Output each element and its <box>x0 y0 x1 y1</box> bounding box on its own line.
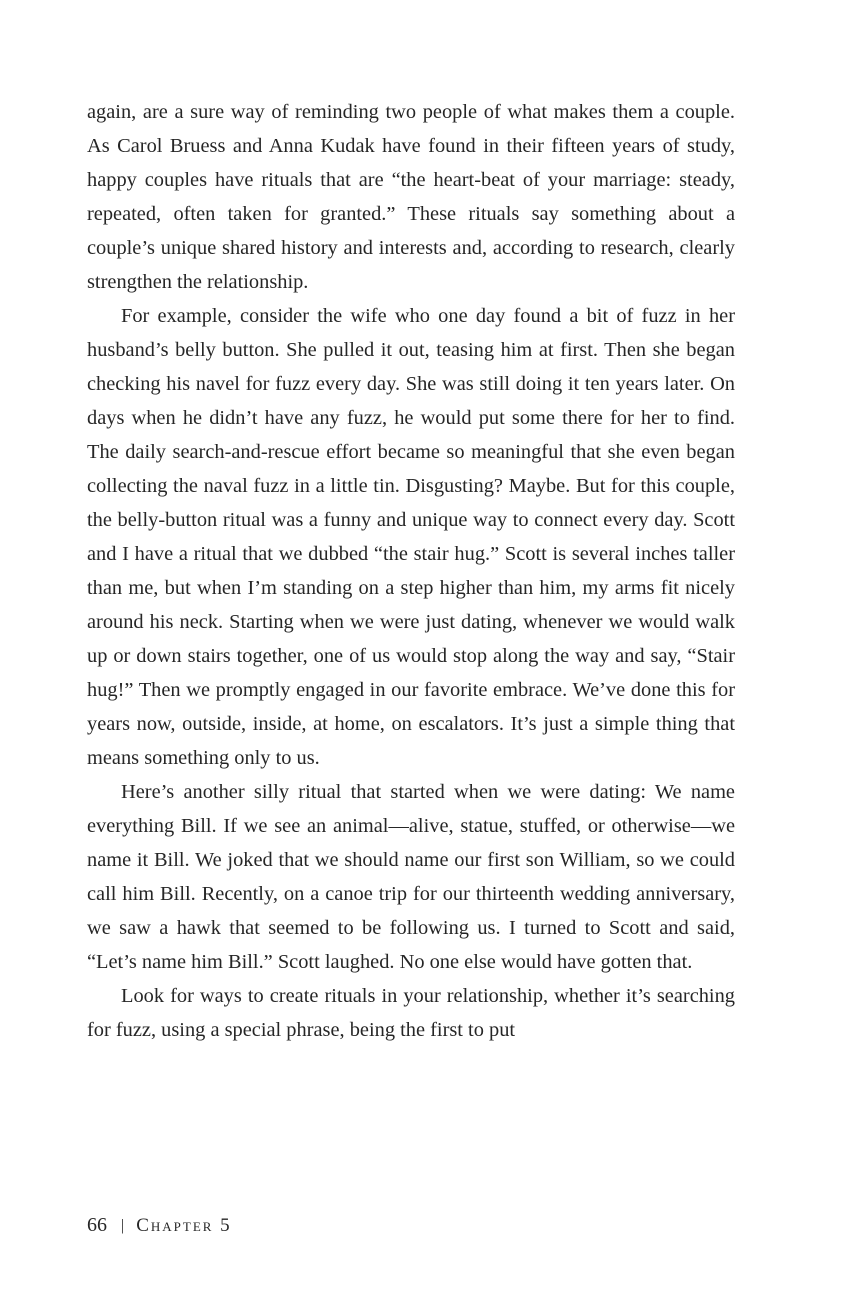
paragraph-3: Here’s another silly ritual that started when we were dating: We name everything Bill. If we see an animal—alive, statue, stuffed, or otherwise—we name it Bill. We joked that we should name our first son William, so we could call him Bill. Recently, on a canoe trip for our thirteenth wedding anniversary, we saw a hawk that seemed to be following us. I turned to Scott and said, “Let’s name him Bill.” Scott laughed. No one else would have gotten that. <box>87 781 735 973</box>
paragraph-1: again, are a sure way of reminding two people of what makes them a couple. As Carol Bruess and Anna Kudak have found in their fifteen years of study, happy couples have rituals that are “the heart-beat of your marriage: steady, repeated, often taken for granted.” These rituals say something about a couple’s unique shared history and interests and, according to research, clearly strengthen the relationship. <box>87 101 735 293</box>
page-number: 66 <box>87 1214 107 1236</box>
paragraph-2: For example, consider the wife who one day found a bit of fuzz in her husband’s belly button. She pulled it out, teasing him at first. Then she began checking his navel for fuzz every day. She was still doing it ten years later. On days when he didn’t have any fuzz, he would put some there for her to find. The daily search-and-rescue effort became so meaningful that she even began collecting the naval fuzz in a little tin. Disgusting? Maybe. But for this couple, the belly-button ritual was a funny and unique way to connect every day. Scott and I have a ritual that we dubbed “the stair hug.” Scott is several inches taller than me, but when I’m standing on a step higher than him, my arms fit nicely around his neck. Starting when we were just dating, whenever we would walk up or down stairs together, one of us would stop along the way and say, “Stair hug!” Then we promptly engaged in our favorite embrace. We’ve done this for years now, outside, inside, at home, on escalators. It’s just a simple thing that means something only to us. <box>87 305 735 769</box>
chapter-label: Chapter 5 <box>136 1215 232 1236</box>
footer-separator: | <box>121 1217 125 1234</box>
paragraph-4: Look for ways to create rituals in your relationship, whether it’s searching for fuzz, using a special phrase, being the first to put <box>87 985 735 1041</box>
page-footer <box>87 1214 232 1242</box>
page-body <box>87 95 735 1047</box>
